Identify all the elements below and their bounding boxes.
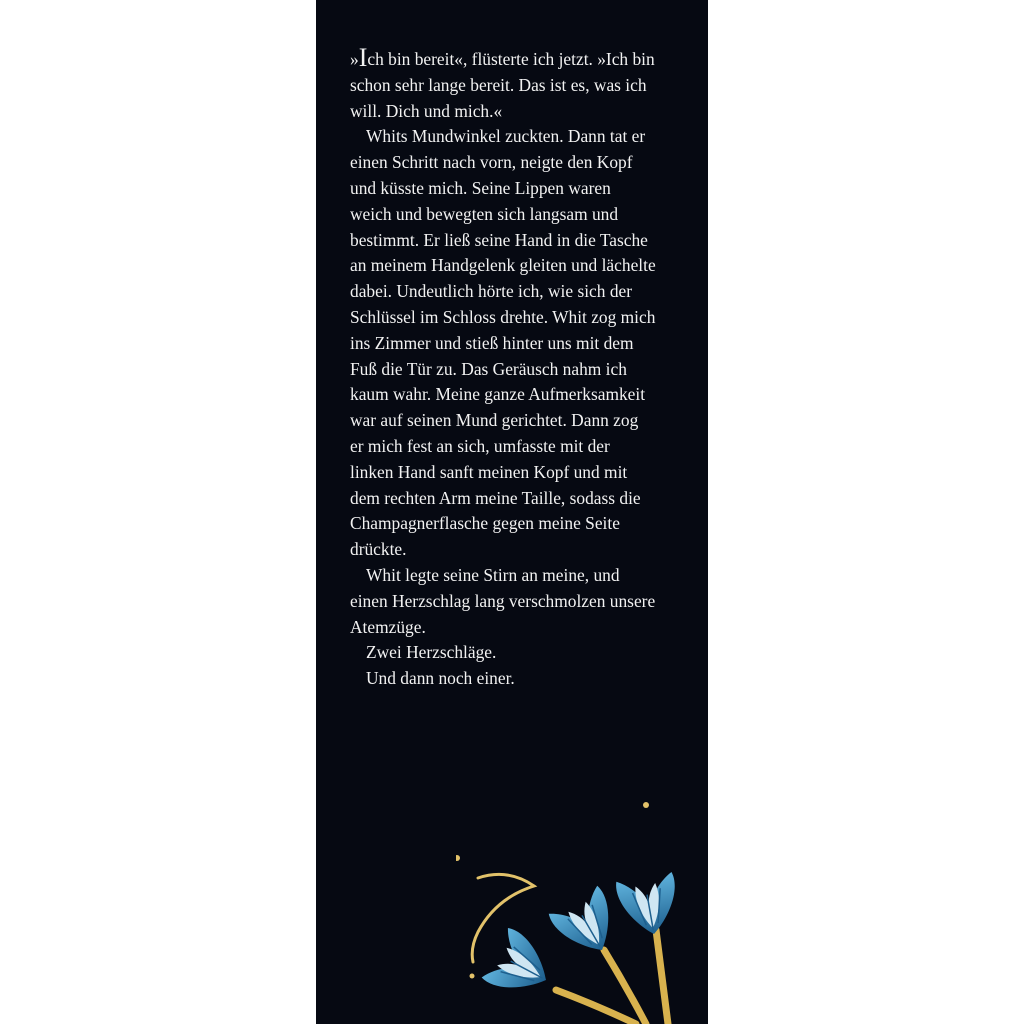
paragraph-2-line: einen Schritt nach vorn, neigte den Kopf <box>350 152 633 173</box>
paragraph-2-line: und küsste mich. Seine Lippen waren <box>350 177 611 198</box>
paragraph-2-line: drückte. <box>350 539 407 560</box>
paragraph-2-line: Champagnerflasche gegen meine Seite <box>350 513 620 534</box>
gold-dot-icon <box>456 855 460 861</box>
paragraph-2-line: war auf seinen Mund gerichtet. Dann zog <box>350 410 639 431</box>
paragraph-2-line: dabei. Undeutlich hörte ich, wie sich der <box>350 281 633 302</box>
paragraph-3-line: Whit legte seine Stirn an meine, und <box>366 564 620 585</box>
paragraph-2-line: Fuß die Tür zu. Das Geräusch nahm ich <box>350 358 627 379</box>
stem-icon <box>556 990 636 1024</box>
stem-icon <box>656 930 668 1024</box>
drop-cap: I <box>358 43 368 72</box>
paragraph-1-line-1-text: ch bin bereit«, flüsterte ich jetzt. »Ich bin <box>367 49 655 69</box>
book-page <box>316 0 708 1024</box>
lotus-flower-icon <box>615 872 683 939</box>
paragraph-2-line: linken Hand sanft meinen Kopf und mit <box>350 461 628 482</box>
paragraph-2-line: an meinem Handgelenk gleiten und lächelte <box>350 255 656 276</box>
gold-dot-icon <box>643 802 649 808</box>
paragraph-1-line-2: schon sehr lange bereit. Das ist es, was ich <box>350 74 647 95</box>
lotus-flower-icon <box>481 927 560 1006</box>
paragraph-3-line: einen Herzschlag lang verschmolzen unsere <box>350 590 656 611</box>
lotus-flower-icon <box>548 885 628 965</box>
paragraph-2-line: dem rechten Arm meine Taille, sodass die <box>350 487 641 508</box>
paragraph-1-line-1 <box>350 43 690 73</box>
paragraph-2-line: weich und bewegten sich langsam und <box>350 203 619 224</box>
paragraph-2-line: bestimmt. Er ließ seine Hand in die Tasche <box>350 229 648 250</box>
paragraph-2-line: ins Zimmer und stieß hinter uns mit dem <box>350 332 634 353</box>
paragraph-2-line: Schlüssel im Schloss drehte. Whit zog mich <box>350 306 656 327</box>
paragraph-2-line: er mich fest an sich, umfasste mit der <box>350 435 610 456</box>
gold-dot-icon <box>470 974 475 979</box>
paragraph-3-line: Atemzüge. <box>350 616 426 637</box>
paragraph-5: Und dann noch einer. <box>366 668 515 689</box>
text-block <box>350 43 690 692</box>
lotus-flowers-icon <box>456 790 708 1024</box>
opening-quote: » <box>350 49 359 69</box>
paragraph-4: Zwei Herzschläge. <box>366 642 497 663</box>
paragraph-2-line: kaum wahr. Meine ganze Aufmerksamkeit <box>350 384 646 405</box>
paragraph-1-line-3: will. Dich und mich.« <box>350 100 503 121</box>
paragraph-2-line: Whits Mundwinkel zuckten. Dann tat er <box>366 126 646 147</box>
